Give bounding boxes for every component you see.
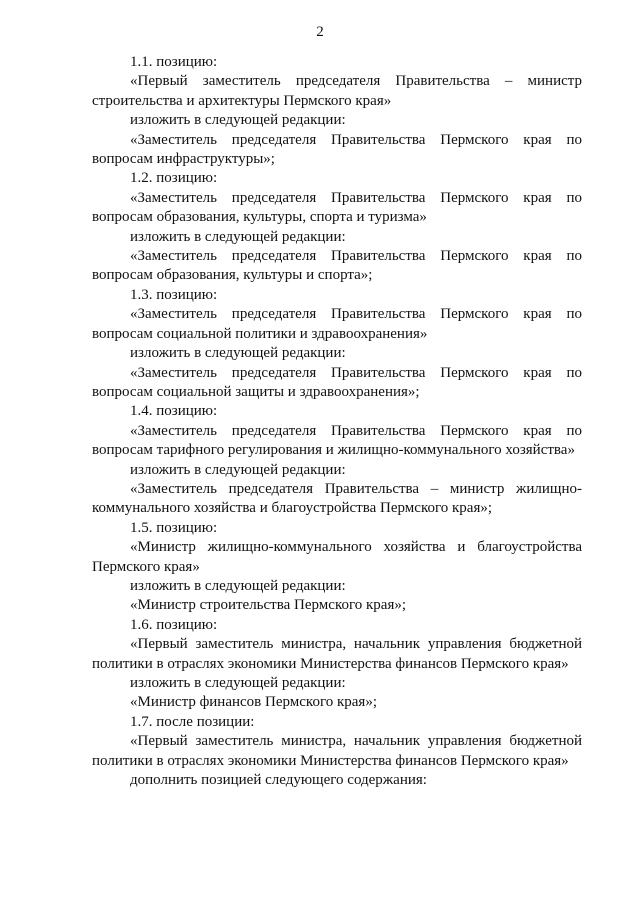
paragraph-edit-instruction: изложить в следующей редакции: (130, 577, 346, 594)
paragraph-edit-instruction: изложить в следующей редакции: (130, 112, 346, 129)
paragraph-1-1-heading: 1.1. позицию: (130, 54, 218, 70)
paragraph-quote: «Заместитель председателя Правительства Пермского края по вопросам образования, культуры, спорта и туризма» (92, 189, 582, 226)
page-number: 2 (316, 24, 324, 40)
paragraph-1-6-heading: 1.6. позицию: (130, 616, 218, 633)
paragraph-add-instruction: дополнить позицией следующего содержания: (130, 772, 427, 789)
paragraph-quote: «Заместитель председателя Правительства – министр жилищно-коммунального хозяйства и благоустройства Пермского края»; (92, 480, 582, 517)
paragraph-quote: «Министр финансов Пермского края»; (130, 694, 377, 711)
paragraph-quote: «Заместитель председателя Правительства Пермского края по вопросам социальной политики и здравоохранения» (92, 306, 582, 342)
paragraph-1-5-heading: 1.5. позицию: (130, 519, 218, 536)
paragraph-quote: «Министр строительства Пермского края»; (130, 597, 407, 614)
paragraph-edit-instruction: изложить в следующей редакции: (130, 675, 346, 691)
paragraph-1-3-heading: 1.3. позицию: (130, 286, 218, 303)
paragraph-quote: «Заместитель председателя Правительства Пермского края по вопросам образования, культуры и спорта»; (92, 248, 582, 284)
paragraph-1-7-heading: 1.7. после позиции: (130, 713, 255, 730)
paragraph-1-4-heading: 1.4. позицию: (130, 403, 218, 420)
paragraph-quote: «Заместитель председателя Правительства Пермского края по вопросам социальной защиты и здравоохранения»; (92, 364, 582, 400)
paragraph-quote: «Заместитель председателя Правительства Пермского края по вопросам инфраструктуры»; (92, 131, 582, 168)
paragraph-quote: «Министр жилищно-коммунального хозяйства и благоустройства Пермского края» (92, 539, 582, 575)
paragraph-quote: «Первый заместитель министра, начальник управления бюджетной политики в отраслях экономики Министерства финансов Пермского края» (92, 733, 582, 769)
paragraph-quote: «Первый заместитель министра, начальник управления бюджетной политики в отраслях экономики Министерства финансов Пермского края» (92, 636, 582, 672)
paragraph-1-2-heading: 1.2. позицию: (130, 170, 218, 187)
paragraph-edit-instruction: изложить в следующей редакции: (130, 345, 346, 362)
paragraph-quote: «Первый заместитель председателя Правительства – министр строительства и архитектуры Пермского края» (92, 73, 582, 109)
paragraph-edit-instruction: изложить в следующей редакции: (130, 461, 346, 478)
paragraph-quote: «Заместитель председателя Правительства Пермского края по вопросам тарифного регулирования и жилищно-коммунального хозяйства» (92, 422, 582, 459)
paragraph-edit-instruction: изложить в следующей редакции: (130, 228, 346, 245)
document-body (92, 53, 582, 790)
